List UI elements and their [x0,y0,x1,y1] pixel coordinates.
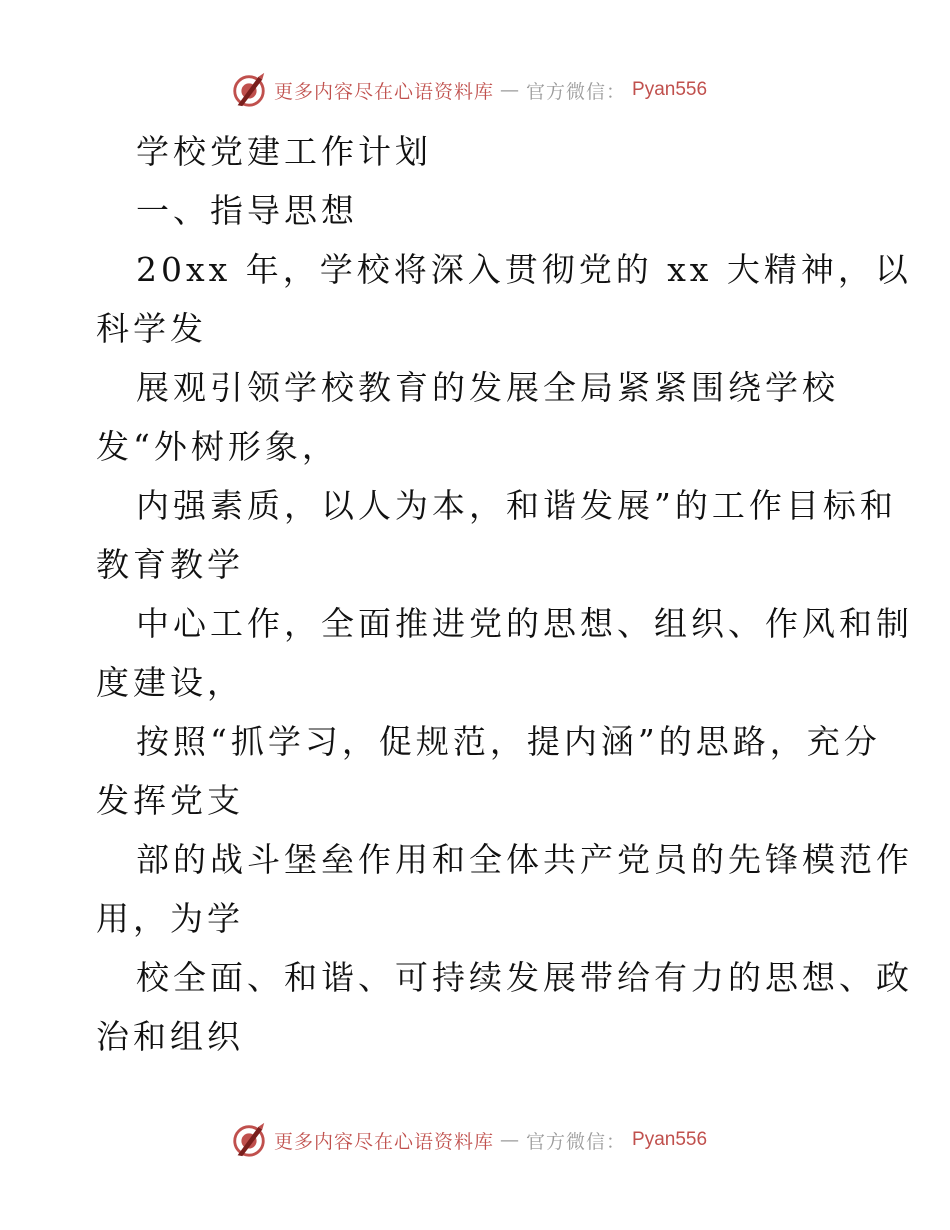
body-line: 中心工作，全面推进党的思想、组织、作风和制 [136,604,913,643]
body-line: 科学发 [96,309,207,348]
body-line: 内强素质，以人为本，和谐发展”的工作目标和 [136,486,897,525]
watermark-separator: — [500,79,521,101]
watermark-wechat-label: 官方微信： [526,1130,627,1153]
body-line: 治和组织 [96,1017,244,1056]
body-line: 发“外树形象， [96,427,339,466]
body-line: 部的战斗堡垒作用和全体共产党员的先锋模范作 [136,840,913,879]
document-title: 学校党建工作计划 [136,132,432,171]
body-line: 校全面、和谐、可持续发展带给有力的思想、政 [136,958,913,997]
body-line: 20xx 年，学校将深入贯彻党的 xx 大精神，以 [136,250,912,289]
body-line: 按照“抓学习，促规范，提内涵”的思路，充分 [136,722,881,761]
watermark-wechat-label: 官方微信： [526,80,627,103]
footer-watermark [230,1118,790,1162]
watermark-wechat-id: Pyan556 [632,79,708,100]
document-body [96,122,913,1066]
watermark-text: 更多内容尽在心语资料库 [274,1130,495,1153]
body-line: 用，为学 [96,899,244,938]
watermark-separator: — [500,1129,521,1151]
body-line: 度建设， [96,663,244,702]
watermark-wechat-id: Pyan556 [632,1129,708,1150]
body-line: 教育教学 [96,545,244,584]
header-watermark [230,68,790,112]
quill-seal-icon [230,71,268,109]
quill-seal-icon [230,1121,268,1159]
watermark-text: 更多内容尽在心语资料库 [274,80,495,103]
section-heading: 一、指导思想 [136,191,358,230]
body-line: 展观引领学校教育的发展全局紧紧围绕学校 [136,368,839,407]
body-line: 发挥党支 [96,781,244,820]
